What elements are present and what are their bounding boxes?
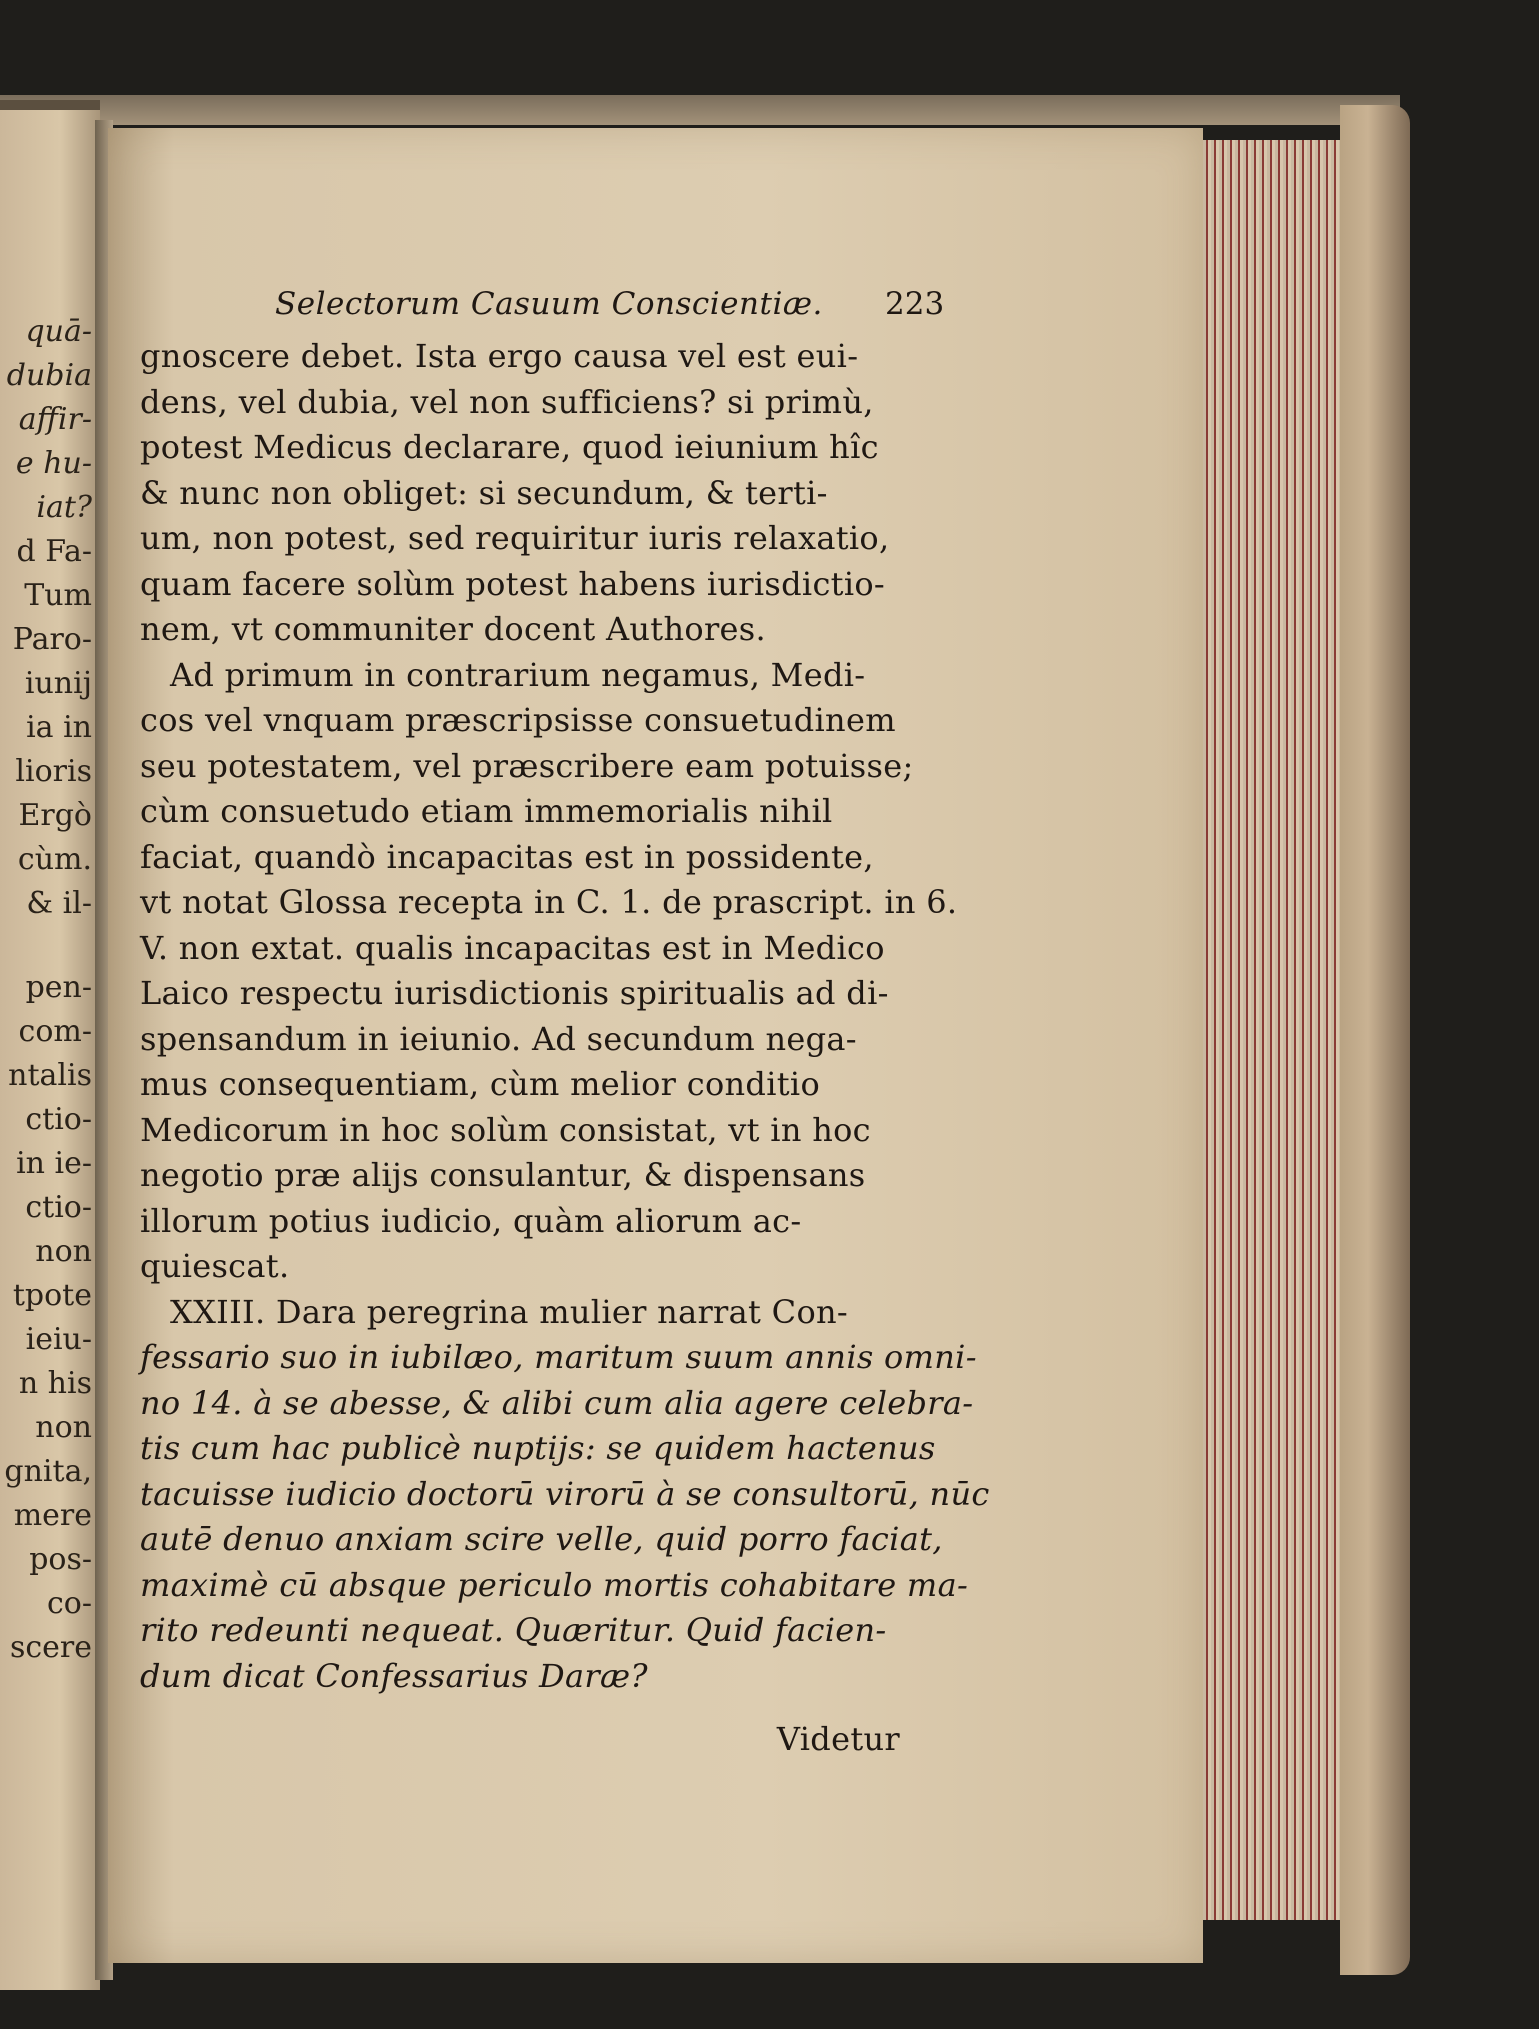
text-line: dens, vel dubia, vel non sufficiens? si primù,	[140, 382, 874, 421]
text-line: negotio præ alijs consulantur, & dispensans	[140, 1156, 866, 1194]
left-fragment: com-	[18, 1014, 92, 1049]
text-line: maximè cū absque periculo mortis cohabitare ma-	[140, 1565, 969, 1604]
left-fragment: tpote	[12, 1278, 92, 1313]
left-fragment: pen-	[25, 970, 92, 1005]
text-line: um, non potest, sed requiritur iuris relaxatio,	[140, 519, 890, 557]
left-fragment: ntalis	[8, 1058, 92, 1093]
left-fragment: Paro-	[12, 622, 92, 657]
left-fragment: Ergò	[18, 798, 92, 833]
text-line: no 14. à se abesse, & alibi cum alia agere celebra-	[140, 1383, 974, 1422]
text-line: tacuisse iudicio doctorū virorū à se consultorū, nūc	[140, 1474, 990, 1513]
text-line: Medicorum in hoc solùm consistat, vt in hoc	[140, 1110, 871, 1149]
left-fragment: Tum	[24, 578, 92, 613]
left-page-fragments	[0, 310, 100, 1670]
left-fragment: affir-	[18, 402, 92, 437]
text-line: vt notat Glossa recepta in C. 1. de prascript. in 6.	[140, 883, 958, 921]
running-head-title: Selectorum Casuum Conscientiæ.	[275, 286, 823, 322]
text-line: spensandum in ieiunio. Ad secundum nega-	[140, 1019, 857, 1058]
text-line: quiescat.	[140, 1247, 290, 1285]
left-fragment: scere	[9, 1630, 92, 1665]
left-fragment: n his	[18, 1366, 92, 1401]
book-cover-edge	[1340, 105, 1410, 1975]
text-line: tis cum hac publicè nuptijs: se quidem hactenus	[140, 1429, 936, 1467]
left-fragment: co-	[47, 1586, 92, 1621]
left-fragment: mere	[13, 1498, 92, 1533]
left-fragment: in ie-	[16, 1146, 92, 1181]
text-line: seu potestatem, vel præscribere eam potuisse;	[140, 746, 914, 785]
text-line: nem, vt communiter docent Authores.	[140, 610, 766, 648]
text-line: XXIII. Dara peregrina mulier narrat Con-	[170, 1292, 849, 1331]
text-line: illorum potius iudicio, quàm aliorum ac-	[140, 1201, 802, 1240]
left-fragment: ctio-	[25, 1102, 92, 1137]
running-head	[140, 286, 945, 326]
left-fragment: gnita,	[4, 1454, 92, 1489]
left-fragment: cùm.	[17, 842, 92, 877]
left-fragment: e hu-	[15, 446, 92, 481]
text-line: mus consequentiam, cùm melior conditio	[140, 1065, 821, 1103]
left-fragment: lioris	[15, 754, 92, 789]
left-fragment: ieiu-	[25, 1322, 92, 1357]
page-number: 223	[885, 286, 945, 322]
text-line: Ad primum in contrarium negamus, Medi-	[170, 655, 866, 694]
catchword: Videtur	[776, 1720, 900, 1758]
page-text	[140, 286, 990, 1763]
left-fragment: ia in	[26, 710, 92, 745]
left-fragment: iat?	[36, 490, 92, 525]
book-top-edge	[0, 95, 1400, 125]
text-line: rito redeunti nequeat. Quæritur. Quid facien-	[140, 1611, 887, 1649]
left-fragment: iunij	[24, 666, 92, 701]
text-line: & nunc non obliget: si secundum, & terti-	[140, 473, 828, 512]
left-fragment: & il-	[26, 886, 92, 921]
left-fragment: pos-	[29, 1542, 92, 1577]
left-fragment	[0, 926, 100, 966]
text-line: autē denuo anxiam scire velle, quid porro faciat,	[140, 1520, 943, 1558]
text-line: fessario suo in iubilæo, maritum suum annis omni-	[140, 1338, 977, 1376]
text-line: potest Medicus declarare, quod ieiunium hîc	[140, 428, 879, 466]
text-line: cùm consuetudo etiam immemorialis nihil	[140, 792, 833, 830]
left-fragment: quā-	[25, 314, 92, 349]
left-page	[0, 100, 100, 1990]
page-edges	[1203, 140, 1343, 1920]
text-line: dum dicat Confessarius Daræ?	[140, 1656, 648, 1695]
left-fragment: non	[35, 1410, 92, 1445]
text-line: cos vel vnquam præscripsisse consuetudinem	[140, 701, 896, 739]
text-line: faciat, quandò incapacitas est in possidente,	[140, 837, 874, 876]
left-fragment: non	[35, 1234, 92, 1269]
left-fragment: d Fa-	[16, 534, 92, 569]
left-fragment: dubia	[6, 358, 92, 393]
left-fragment: ctio-	[25, 1190, 92, 1225]
text-line: quam facere solùm potest habens iurisdictio-	[140, 564, 886, 603]
text-line: Laico respectu iurisdictionis spiritualis ad di-	[140, 974, 889, 1012]
text-line: gnoscere debet. Ista ergo causa vel est eui-	[140, 337, 859, 375]
text-line: V. non extat. qualis incapacitas est in Medico	[140, 928, 885, 967]
